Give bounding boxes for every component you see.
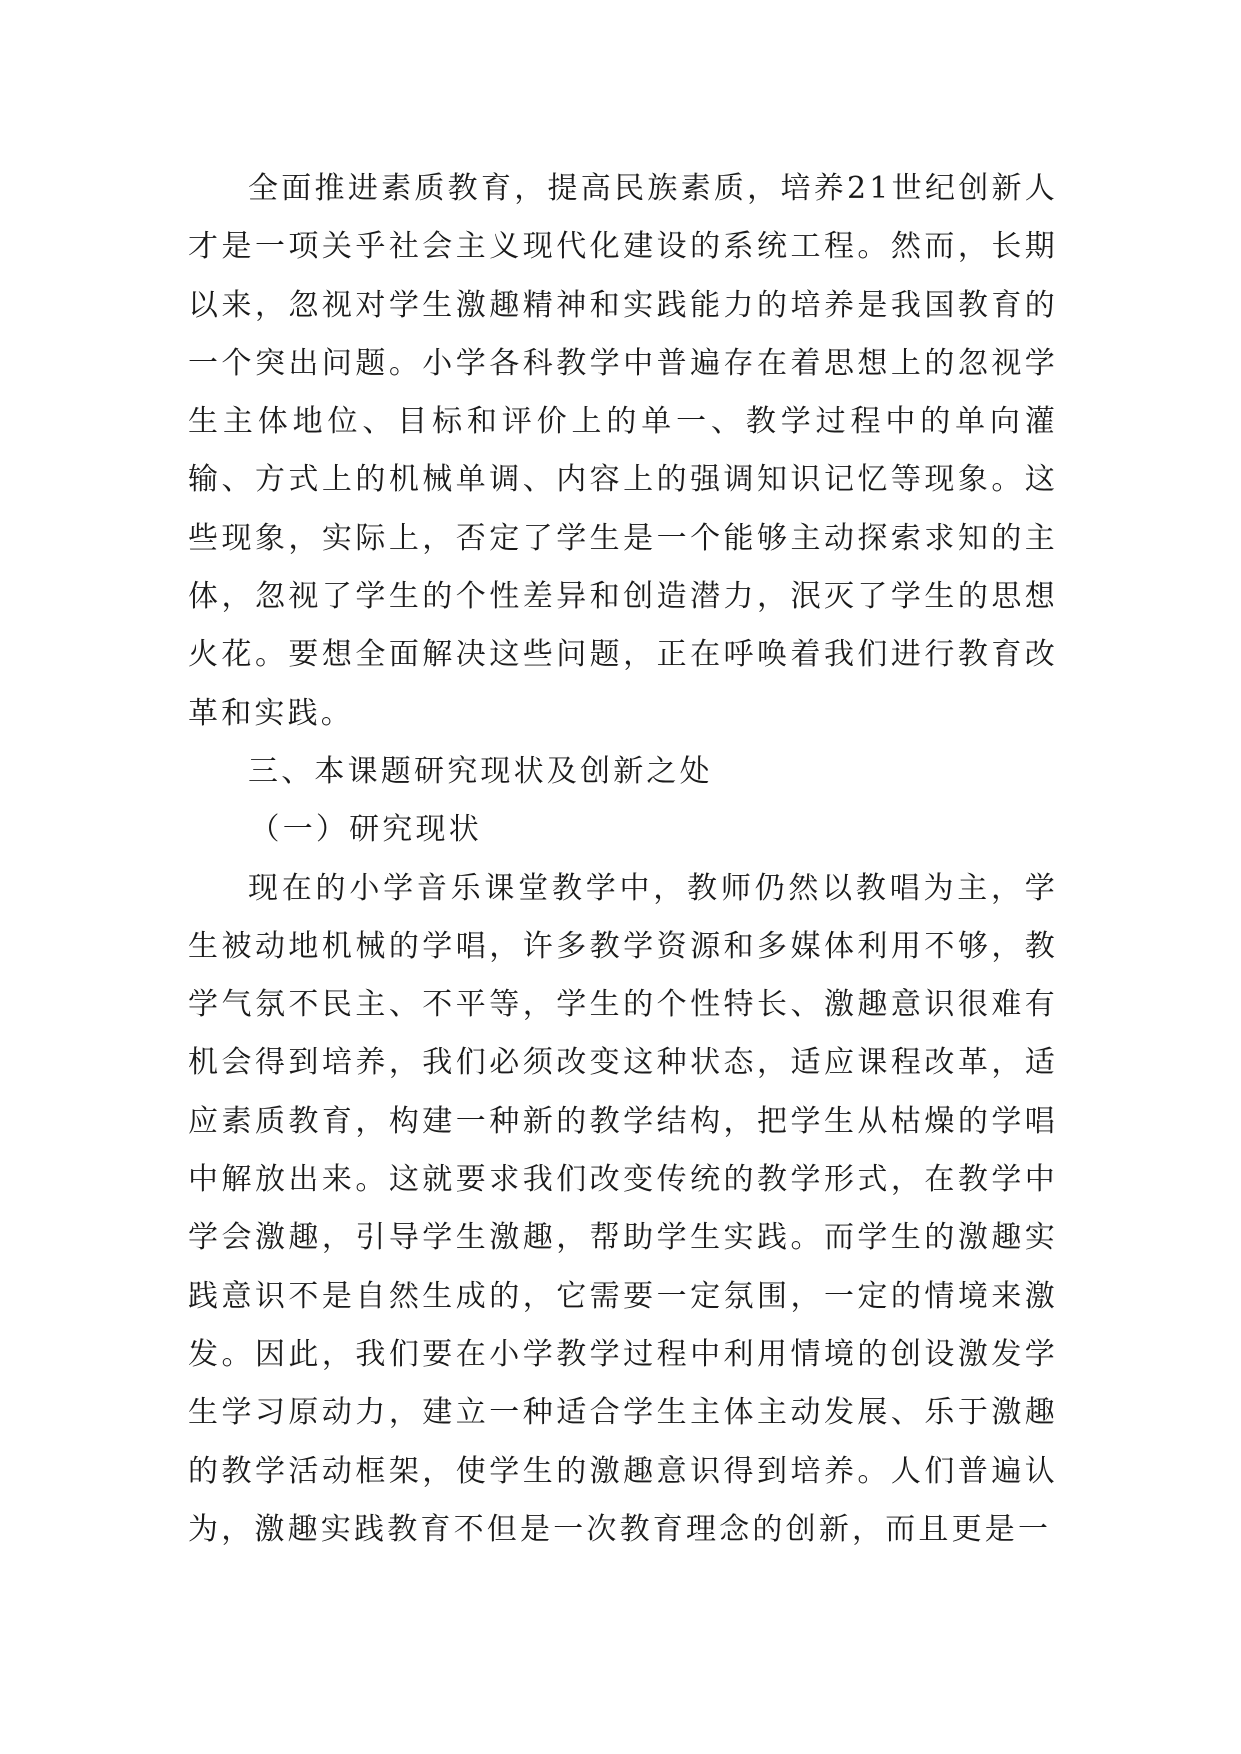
subsection-heading: （一）研究现状 <box>249 812 482 848</box>
document-body <box>188 160 1058 1559</box>
paragraph-intro: 全面推进素质教育，提高民族素质，培养21世纪创新人才是一项关乎社会主义现代化建设的系统工程。然而，长期以来，忽视对学生激趣精神和实践能力的培养是我国教育的一个突出问题。小学各科教学中普遍存在着思想上的忽视学生主体地位、目标和评价上的单一、教学过程中的单向灌输、方式上的机械单调、内容上的强调知识记忆等现象。这些现象，实际上，否定了学生是一个能够主动探索求知的主体，忽视了学生的个性差异和创造潜力，泯灭了学生的思想火花。要想全面解决这些问题，正在呼唤着我们进行教育改革和实践。 <box>188 171 1058 731</box>
section-heading: 三、本课题研究现状及创新之处 <box>248 753 713 789</box>
paragraph-research-status: 现在的小学音乐课堂教学中，教师仍然以教唱为主，学生被动地机械的学唱，许多教学资源和多媒体利用不够，教学气氛不民主、不平等，学生的个性特长、激趣意识很难有机会得到培养，我们必须改变这种状态，适应课程改革，适应素质教育，构建一种新的教学结构，把学生从枯燥的学唱中解放出来。这就要求我们改变传统的教学形式，在教学中学会激趣，引导学生激趣，帮助学生实践。而学生的激趣实践意识不是自然生成的，它需要一定氛围，一定的情境来激发。因此，我们要在小学教学过程中利用情境的创设激发学生学习原动力，建立一种适合学生主体主动发展、乐于激趣的教学活动框架，使学生的激趣意识得到培养。人们普遍认为，激趣实践教育不但是一次教育理念的创新，而且更是一 <box>188 870 1058 1547</box>
